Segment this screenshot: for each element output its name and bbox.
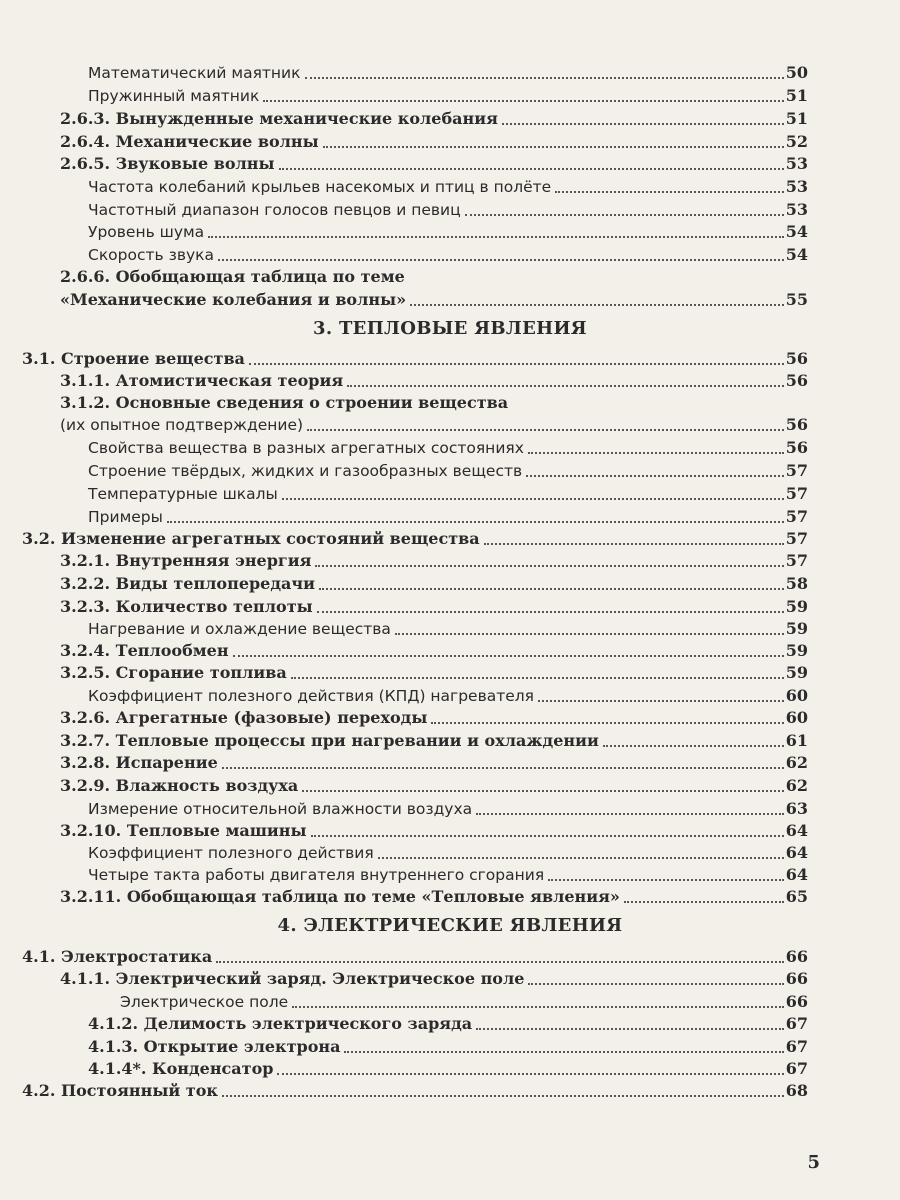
toc-entry-page: 59 — [785, 663, 808, 682]
toc-entry-page: 64 — [785, 865, 808, 884]
toc-entry-title: Коэффициент полезного действия — [88, 844, 374, 862]
toc-entry-page: 64 — [785, 843, 808, 862]
toc-entry-page: 62 — [785, 776, 808, 795]
dot-leader — [282, 498, 784, 500]
toc-entry — [88, 683, 808, 705]
toc-entry-page: 60 — [785, 708, 808, 727]
toc-entry — [60, 106, 808, 128]
dot-leader — [291, 677, 784, 679]
toc-entry-page: 60 — [785, 686, 808, 705]
toc-entry — [60, 412, 808, 434]
toc-entry — [60, 638, 808, 660]
toc-entry-title: 4.1.4*. Конденсатор — [88, 1059, 274, 1078]
toc-entry-title: 3.2.9. Влажность воздуха — [60, 776, 299, 795]
dot-leader — [307, 429, 784, 431]
toc-entry — [60, 571, 808, 593]
toc-entry — [22, 944, 808, 966]
toc-entry — [60, 818, 808, 840]
toc-entry-page: 66 — [785, 992, 808, 1011]
toc-entry — [60, 368, 808, 390]
dot-leader — [263, 100, 783, 102]
toc-entry-title: 3.1.2. Основные сведения о строении вещества — [60, 393, 509, 412]
toc-entry — [88, 83, 808, 105]
dot-leader — [317, 611, 784, 613]
toc-entry-title: Скорость звука — [88, 246, 215, 264]
toc-entry-title: 3.2.6. Агрегатные (фазовые) переходы — [60, 708, 428, 727]
dot-leader — [347, 385, 784, 387]
toc-entry-title: 3.2.2. Виды теплопередачи — [60, 574, 315, 593]
toc-entry — [60, 264, 405, 286]
toc-entry-title: 3.2.8. Испарение — [60, 753, 218, 772]
toc-entry — [88, 616, 808, 638]
toc-entry-title: Частота колебаний крыльев насекомых и птиц в полёте — [88, 178, 552, 196]
toc-entry-page: 53 — [785, 177, 808, 196]
toc-entry-page: 55 — [785, 290, 808, 309]
toc-entry-page: 53 — [785, 200, 808, 219]
toc-entry-page: 51 — [785, 109, 808, 128]
toc-entry — [88, 1056, 808, 1078]
toc-entry-page: 63 — [785, 799, 808, 818]
toc-entry — [88, 504, 808, 526]
section-heading: 4. ЭЛЕКТРИЧЕСКИЕ ЯВЛЕНИЯ — [277, 915, 623, 936]
toc-entry-title: 4.1. Электростатика — [22, 947, 213, 966]
toc-entry-title: 2.6.6. Обобщающая таблица по теме — [60, 267, 405, 286]
dot-leader — [395, 633, 784, 635]
toc-entry-title: Частотный диапазон голосов певцов и певиц — [88, 201, 461, 219]
dot-leader — [528, 983, 783, 985]
toc-entry-page: 58 — [785, 574, 808, 593]
dot-leader — [502, 123, 784, 125]
toc-entry-page: 57 — [785, 461, 808, 480]
dot-leader — [624, 901, 784, 903]
dot-leader — [528, 452, 784, 454]
toc-entry-page: 68 — [785, 1081, 808, 1100]
toc-entry-page: 59 — [785, 597, 808, 616]
toc-entry-page: 50 — [785, 63, 808, 82]
toc-entry — [60, 390, 508, 412]
toc-entry-page: 56 — [785, 371, 808, 390]
toc-entry-title: (их опытное подтверждение) — [60, 416, 304, 434]
toc-entry — [60, 966, 808, 988]
toc-entry — [88, 197, 808, 219]
toc-entry — [120, 989, 808, 1011]
toc-entry-page: 67 — [785, 1014, 808, 1033]
toc-entry — [60, 705, 808, 727]
toc-entry — [60, 660, 808, 682]
dot-leader — [279, 168, 784, 170]
toc-entry-page: 56 — [785, 349, 808, 368]
toc-entry-title: 4.2. Постоянный ток — [22, 1081, 218, 1100]
toc-entry-title: Измерение относительной влажности воздуха — [88, 800, 473, 818]
toc-entry-page: 66 — [785, 947, 808, 966]
toc-entry — [60, 884, 808, 906]
toc-entry-title: 2.6.3. Вынужденные механические колебания — [60, 109, 498, 128]
dot-leader — [216, 961, 784, 963]
toc-entry-page: 67 — [785, 1037, 808, 1056]
dot-leader — [526, 475, 784, 477]
toc-entry — [88, 174, 808, 196]
toc-entry-page: 56 — [785, 438, 808, 457]
section-heading: 3. ТЕПЛОВЫЕ ЯВЛЕНИЯ — [313, 318, 587, 339]
dot-leader — [249, 363, 784, 365]
dot-leader — [222, 767, 784, 769]
toc-entry-title: 3.1.1. Атомистическая теория — [60, 371, 344, 390]
toc-entry-page: 65 — [785, 887, 808, 906]
toc-entry — [88, 458, 808, 480]
dot-leader — [476, 1028, 784, 1030]
toc-entry-title: Уровень шума — [88, 223, 205, 241]
toc-entry-page: 59 — [785, 619, 808, 638]
dot-leader — [476, 813, 784, 815]
dot-leader — [222, 1095, 784, 1097]
toc-entry — [60, 594, 808, 616]
toc-entry-title: 4.1.1. Электрический заряд. Электрическое поле — [60, 969, 525, 988]
toc-entry — [88, 435, 808, 457]
dot-leader — [344, 1051, 783, 1053]
toc-entry — [22, 526, 808, 548]
toc-entry — [60, 773, 808, 795]
toc-entry-title: 3.2.3. Количество теплоты — [60, 597, 313, 616]
toc-entry-page: 64 — [785, 821, 808, 840]
toc-entry-title: 3.2.7. Тепловые процессы при нагревании и охлаждении — [60, 731, 599, 750]
dot-leader — [311, 835, 784, 837]
toc-entry — [88, 219, 808, 241]
toc-entry — [88, 481, 808, 503]
dot-leader — [548, 879, 784, 881]
toc-entry-page: 57 — [785, 551, 808, 570]
toc-entry-title: Строение твёрдых, жидких и газообразных веществ — [88, 462, 523, 480]
dot-leader — [431, 722, 783, 724]
dot-leader — [292, 1006, 784, 1008]
toc-entry-page: 62 — [785, 753, 808, 772]
dot-leader — [302, 790, 783, 792]
toc-entry-title: 4.1.3. Открытие электрона — [88, 1037, 341, 1056]
dot-leader — [603, 745, 784, 747]
toc-entry-page: 54 — [785, 222, 808, 241]
dot-leader — [315, 565, 783, 567]
dot-leader — [218, 259, 784, 261]
dot-leader — [410, 304, 784, 306]
toc-entry-title: Коэффициент полезного действия (КПД) нагревателя — [88, 687, 535, 705]
toc-entry — [60, 728, 808, 750]
page-number: 5 — [807, 1152, 820, 1173]
dot-leader — [378, 857, 784, 859]
toc-entry-page: 59 — [785, 641, 808, 660]
toc-entry-title: 4.1.2. Делимость электрического заряда — [88, 1014, 473, 1033]
toc-entry — [60, 151, 808, 173]
toc-entry-title: Пружинный маятник — [88, 87, 260, 105]
toc-entry — [88, 1034, 808, 1056]
dot-leader — [319, 588, 784, 590]
toc-entry-title: Свойства вещества в разных агрегатных состояниях — [88, 439, 524, 457]
toc-entry-title: 3.2. Изменение агрегатных состояний вещества — [22, 529, 480, 548]
toc-entry — [88, 862, 808, 884]
toc-entry — [88, 60, 808, 82]
dot-leader — [233, 655, 784, 657]
toc-entry-title: 3.2.10. Тепловые машины — [60, 821, 307, 840]
toc-entry-title: 3.2.1. Внутренняя энергия — [60, 551, 312, 570]
toc-entry-title: 3.2.5. Сгорание топлива — [60, 663, 287, 682]
dot-leader — [208, 236, 784, 238]
toc-entry-title: Математический маятник — [88, 64, 301, 82]
toc-entry — [88, 840, 808, 862]
dot-leader — [555, 191, 784, 193]
toc-entry-page: 66 — [785, 969, 808, 988]
toc-entry-page: 57 — [785, 507, 808, 526]
toc-entry-title: Четыре такта работы двигателя внутреннего сгорания — [88, 866, 545, 884]
toc-entry — [60, 129, 808, 151]
toc-entry — [60, 287, 808, 309]
dot-leader — [323, 146, 784, 148]
toc-entry-page: 61 — [785, 731, 808, 750]
toc-entry — [22, 1078, 808, 1100]
toc-entry-page: 57 — [785, 529, 808, 548]
dot-leader — [167, 521, 784, 523]
toc-entry-title: Примеры — [88, 508, 163, 526]
toc-entry — [88, 1011, 808, 1033]
toc-entry — [60, 750, 808, 772]
toc-entry — [60, 548, 808, 570]
dot-leader — [465, 214, 784, 216]
dot-leader — [484, 543, 784, 545]
toc-entry-title: «Механические колебания и волны» — [60, 290, 407, 309]
toc-entry-title: 3.1. Строение вещества — [22, 349, 245, 368]
toc-entry — [22, 346, 808, 368]
toc-entry-page: 51 — [785, 86, 808, 105]
toc-entry-title: Нагревание и охлаждение вещества — [88, 620, 391, 638]
dot-leader — [277, 1073, 783, 1075]
toc-entry-title: 3.2.11. Обобщающая таблица по теме «Тепловые явления» — [60, 887, 620, 906]
toc-entry-title: 2.6.5. Звуковые волны — [60, 154, 275, 173]
toc-entry-page: 52 — [785, 132, 808, 151]
toc-entry — [88, 796, 808, 818]
toc-entry-page: 67 — [785, 1059, 808, 1078]
toc-entry-title: Электрическое поле — [120, 993, 289, 1011]
toc-entry-page: 54 — [785, 245, 808, 264]
toc-entry-page: 56 — [785, 415, 808, 434]
toc-entry-page: 53 — [785, 154, 808, 173]
toc-entry-page: 57 — [785, 484, 808, 503]
toc-entry-title: 3.2.4. Теплообмен — [60, 641, 229, 660]
toc-entry-title: Температурные шкалы — [88, 485, 278, 503]
toc-entry-title: 2.6.4. Механические волны — [60, 132, 319, 151]
dot-leader — [538, 700, 784, 702]
dot-leader — [305, 77, 784, 79]
toc-entry — [88, 242, 808, 264]
